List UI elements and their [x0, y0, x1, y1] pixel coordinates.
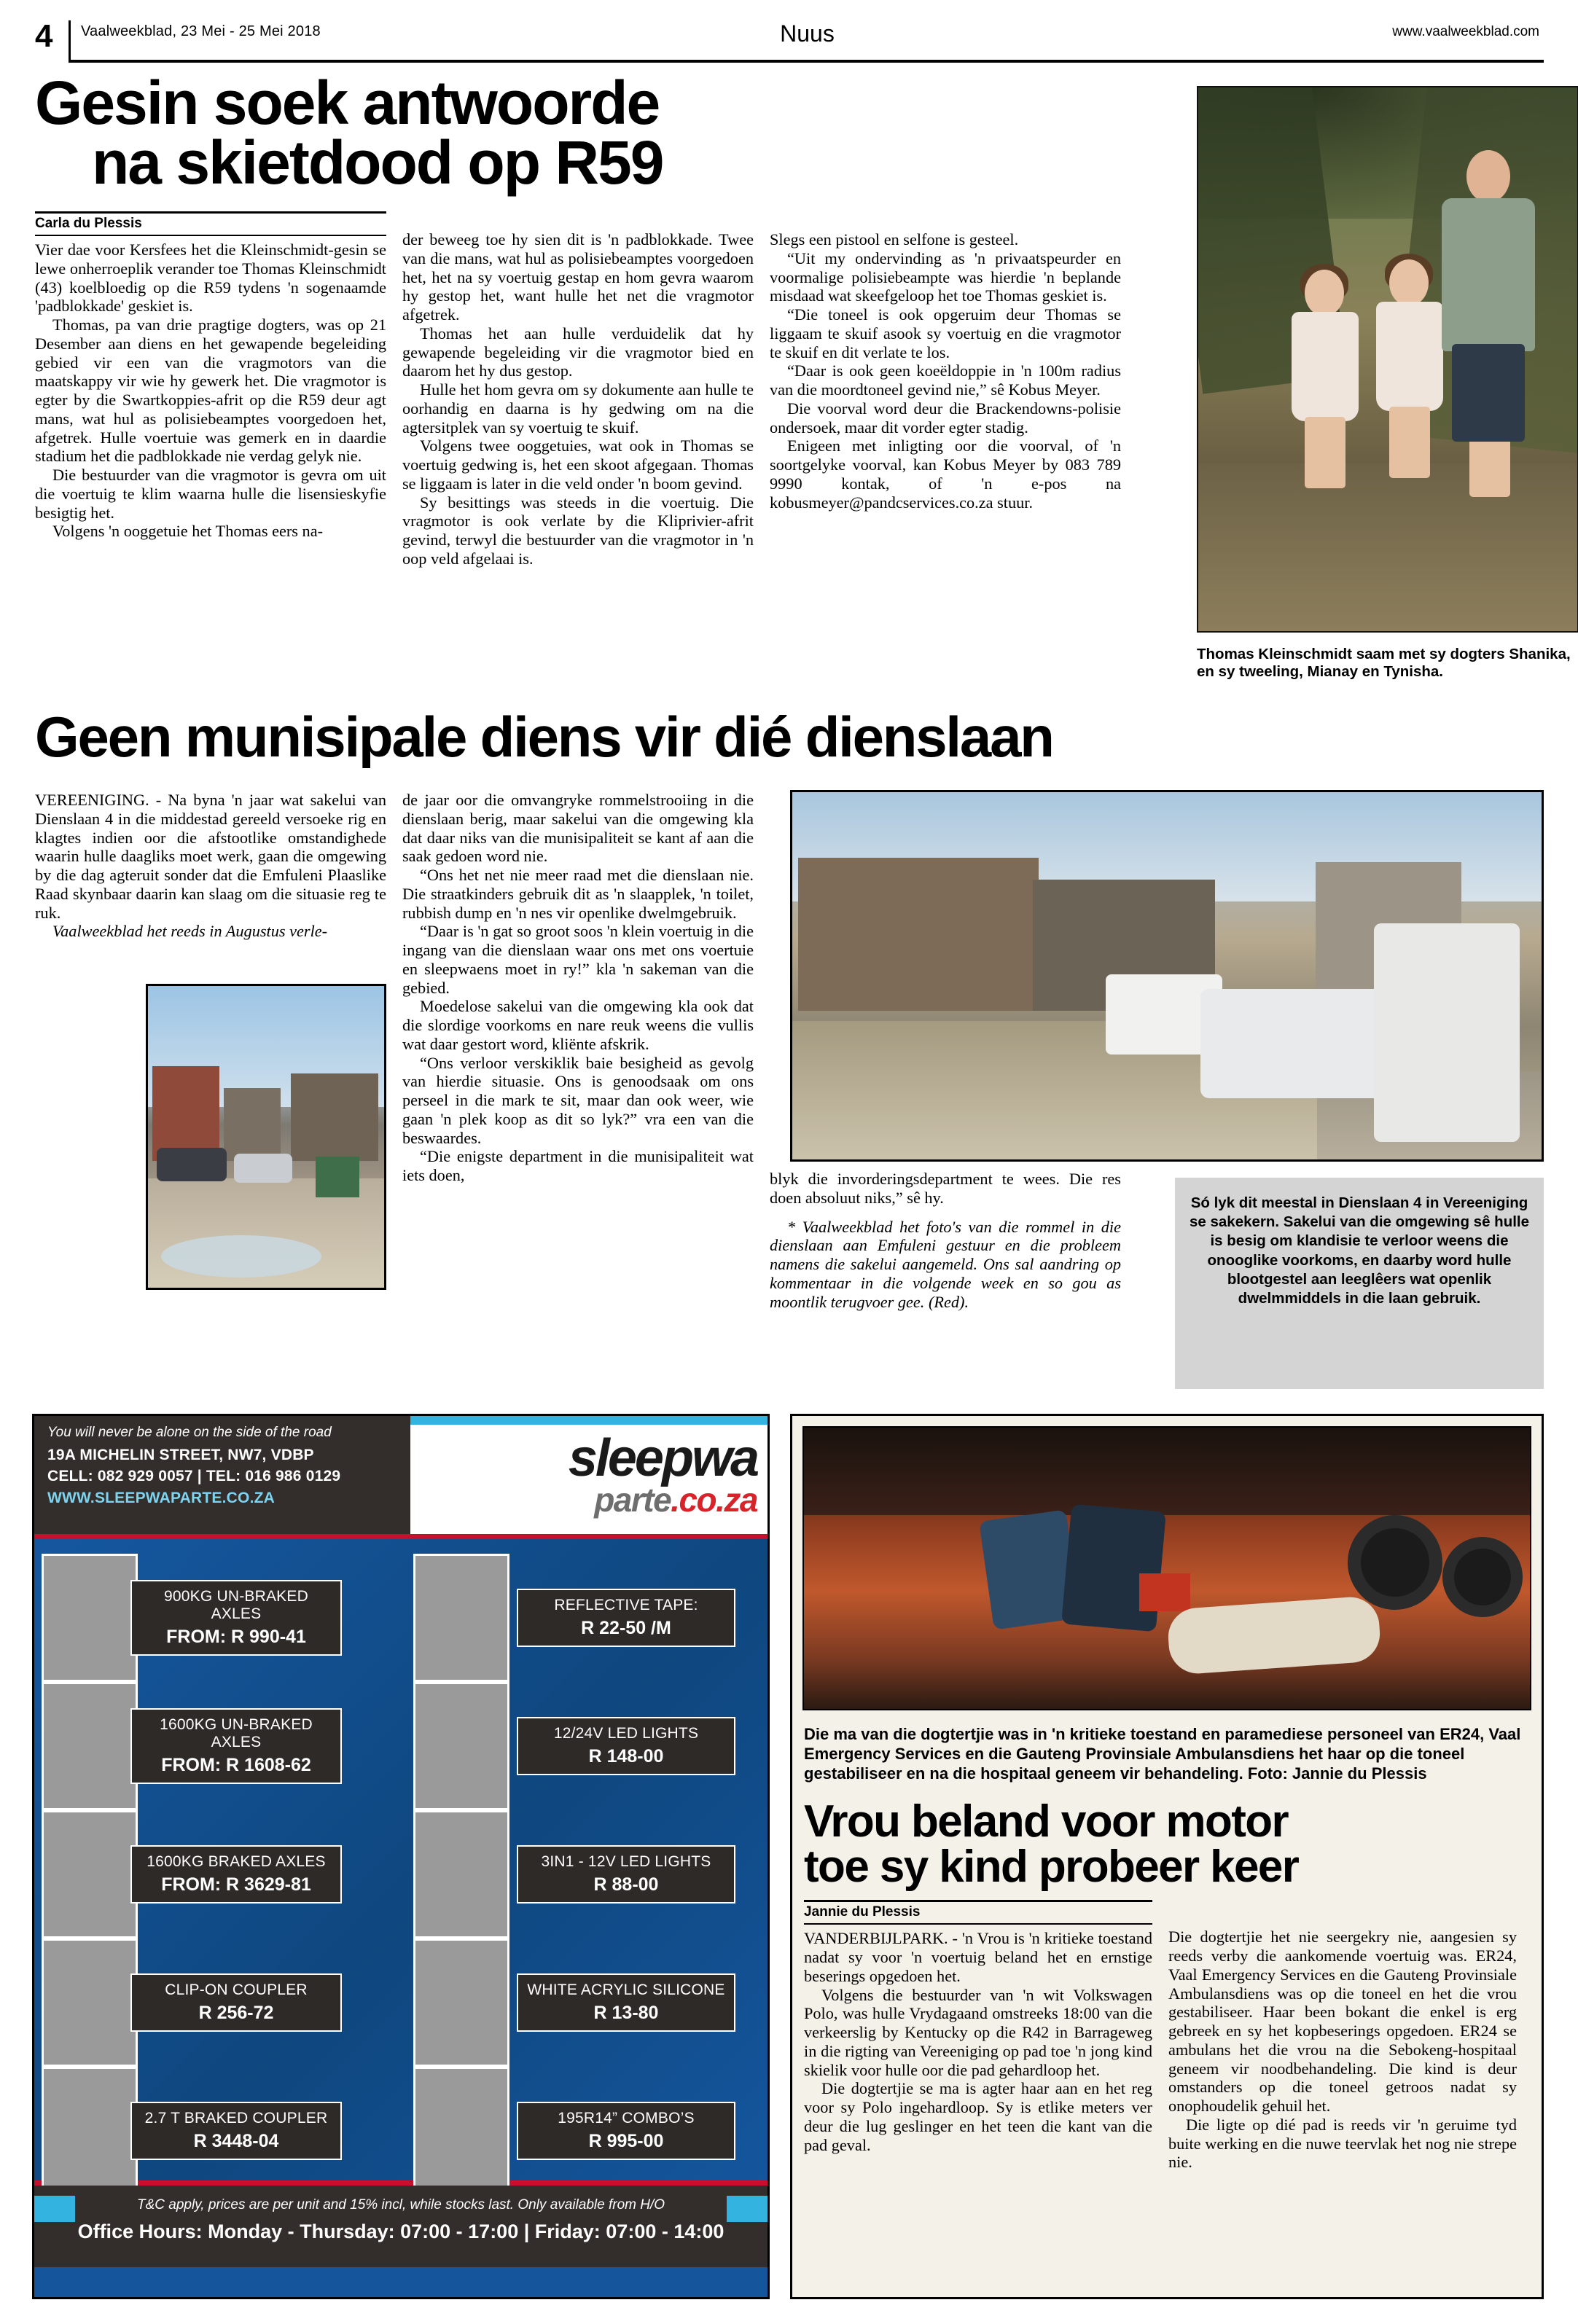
ad-header: [34, 1416, 767, 1534]
photo-medical-bag: [1139, 1573, 1190, 1611]
paragraph: Die ligte op dié pad is reeds vir 'n geruime tyd buite werking en die nuwe teervlak het nog nie strepe nie.: [1168, 2115, 1517, 2172]
paragraph: Die bestuurder van die vragmotor is gevra om uit die voertuig te klim waarna hulle die lisensieskyfie besigtig het.: [35, 466, 386, 522]
article2-headline: Geen munisipale diens vir dié dienslaan: [35, 705, 1053, 769]
reflective-tape-icon: [413, 1554, 509, 1682]
braked-coupler-icon: [42, 2067, 138, 2195]
paragraph: Vier dae voor Kersfees het die Kleinschmidt-gesin se lewe onherroeplik verander toe Thomas Kleinschmidt (43) koelbloedig op die R59 tydens 'n sogenaamde 'padblokkade' geskiet is.: [35, 240, 386, 316]
product-price: R 148-00: [588, 1746, 664, 1767]
product-item[interactable]: [42, 1682, 342, 1810]
photo-shed-left: [798, 858, 1039, 1011]
paragraph: VEREENIGING. - Na byna 'n jaar wat sakelui van Dienslaan 4 in die middestad gereeld versoeke rig en klagtes indien oor die afstootlike omstandighede waarin hulle daagliks moet werk, gaan die omgewing by die dag agteruit sonder dat die Emfuleni Plaaslike Raad skynbaar daarin kan slaag om die situasie reg te ruk.: [35, 791, 386, 922]
product-name: 3IN1 - 12V LED LIGHTS: [541, 1853, 711, 1870]
ad-terms: T&C apply, prices are per unit and 15% incl, while stocks last. Only available from H/O: [136, 2197, 665, 2213]
photo-vehicle-wheel-2: [1442, 1537, 1523, 1617]
photo-paramedic-2: [1061, 1504, 1166, 1632]
paragraph: blyk die invorderingsdepartment te wees. Die res doen absoluut niks,” sê hy.: [770, 1170, 1121, 1207]
article1-photo-family: [1197, 86, 1578, 633]
paragraph: Volgens twee ooggetuies, wat ook in Thomas se voertuig gedwing is, het een skoot afgegaan. Thomas se liggaam is later in die veld onder 'n boom gevind.: [402, 437, 754, 493]
product-item[interactable]: [413, 1810, 735, 1938]
product-price: R 88-00: [593, 1874, 659, 1895]
ad-tagline: You will never be alone on the side of the road: [47, 1425, 332, 1440]
paragraph: “Die toneel is ook opgeruim deur Thomas se liggaam te skuif asook sy voertuig en die vragmotor te skuif en dit verlate te los.: [770, 305, 1121, 361]
paragraph: Thomas, pa van drie pragtige dogters, was op 21 Desember aan diens en het gewapende begeleiding gebied vir een van die vragmotors van die maatskappy vir wie hy gewerk het. Die vragmotor is egter by die Swartkoppies-afrit op die R59 deur agt mans, wat hul as polisiebeamptes voorgedoen het, afgetrek. Hulle voertuie was gemerk en in daardie stadium het die padblokkade nie verdag gelyk nie.: [35, 316, 386, 466]
rect-led-icon: [413, 1810, 509, 1938]
product-price: R 22-50 /M: [581, 1618, 671, 1638]
paragraph: Die dogtertjie se ma is agter haar aan en het reg voor sy Polo ingehardloop. Sy is etlike meters ver deur die lug geslinger en het teen die kant van die pad geval.: [804, 2079, 1152, 2154]
photo-vehicle-wheel-1: [1348, 1515, 1442, 1610]
paragraph: Sy besittings was steeds in die voertuig. Die vragmotor is ook verlate by die Kliprivier-afrit gevind, terwyl die bestuurder van die vragmotor in 'n oop veld afgelaai is.: [402, 493, 754, 568]
article3-headline: [804, 1796, 1530, 1893]
article-shooting-r59: [35, 69, 1571, 681]
paragraph: Slegs een pistool en selfone is gesteel.: [770, 230, 1019, 249]
product-name: 900KG UN-BRAKED AXLES: [164, 1588, 308, 1622]
product-item[interactable]: [42, 2067, 342, 2195]
axle-icon: [42, 1682, 138, 1810]
ad-website[interactable]: WWW.SLEEPWAPARTE.CO.ZA: [47, 1490, 275, 1506]
paragraph: der beweeg toe hy sien dit is 'n padblokkade. Twee van die mans, wat hul as polisiebeamptes voorgedoen het, het na sy voertuig gestap en hom gevra waarom hy gestop het, want hulle het net die vragmotor afgetrek.: [402, 230, 754, 324]
photo-child-1: [1286, 270, 1366, 488]
braked-axle-icon: [42, 1810, 138, 1938]
paragraph: Hulle het hom gevra om sy dokumente aan hulle te oorhandig en daarna is hy gedwing om na die agtersitplek van sy voertuig te skuif.: [402, 380, 754, 437]
paragraph: “Daar is 'n gat so groot soos 'n klein voertuig in die ingang van die dienslaan waar ons met ons voertuie en sleepwaens moet in ry!” kla 'n sakeman van die gebied.: [402, 922, 754, 997]
photo-car-light: [234, 1154, 292, 1183]
product-item[interactable]: [413, 1938, 735, 2067]
silicone-tube-icon: [413, 1938, 509, 2067]
masthead-divider: [71, 60, 1544, 63]
product-item[interactable]: [413, 2067, 735, 2195]
paragraph: “Daar is ook geen koeëldoppie in 'n 100m radius van die moordtoneel gevind nie,” sê Kobus Meyer.: [770, 361, 1121, 399]
article-vrou-beland-voor-motor: [790, 1414, 1544, 2299]
article3-byline: Jannie du Plessis: [804, 1904, 921, 1920]
article1-headline: [35, 69, 1106, 197]
ad-phone-numbers[interactable]: CELL: 082 929 0057 | TEL: 016 986 0129: [47, 1468, 341, 1484]
article3-photo-caption: Die ma van die dogtertjie was in 'n kritieke toestand en paramediese personeel van ER24, Vaal Emergency Services en die Gauteng Provinsiale Ambulansdiens het haar op die toneel gestabiliseer en na die hospitaal geneem vir behandeling. Foto: Jannie du Plessis: [804, 1725, 1521, 1783]
article2-grey-caption: Só lyk dit meestal in Dienslaan 4 in Vereeniging se sakekern. Sakelui van die omgewing sê hulle is besig om klandisie te verloor weens die onooglike voorkoms, en daarby word hulle blootgestel aan leeglêers wat openlik dwelmmiddels in die laan gebruik.: [1175, 1178, 1544, 1389]
article3-byline-rule: [804, 1900, 1152, 1925]
photo-green-bin: [316, 1157, 359, 1197]
ad-red-divider: [34, 1534, 767, 1539]
photo-car-dark: [157, 1148, 227, 1181]
ad-logo-coza: .co.za: [671, 1481, 757, 1519]
paragraph: Volgens 'n ooggetuie het Thomas eers na-: [52, 522, 324, 541]
axle-icon: [42, 1554, 138, 1682]
article1-headline-line1: Gesin soek antwoorde: [35, 69, 660, 137]
ad-contact-block: [34, 1416, 410, 1534]
section-title: Nuus: [780, 20, 835, 47]
photo-building-red: [152, 1066, 219, 1161]
paragraph: “Ons het net nie meer raad met die dienslaan nie. Die straatkinders gebruik dit as 'n slaapplek, 'n toilet, rubbish dump en 'n nes vir openlike dwelmgebruik.: [402, 866, 754, 922]
product-item[interactable]: [42, 1810, 342, 1938]
product-name: 195R14” COMBO’S: [558, 2110, 695, 2127]
photo-patient: [1166, 1595, 1382, 1675]
article1-photo-caption: Thomas Kleinschmidt saam met sy dogters Shanika, en sy tweeling, Mianay en Tynisha.: [1197, 646, 1571, 681]
ad-cyan-square-left: [34, 2196, 75, 2222]
tyre-icon: [413, 2067, 509, 2195]
product-name: CLIP-ON COUPLER: [165, 1981, 308, 1998]
article3-columns: [804, 1900, 1530, 2172]
ad-cyan-square-right: [727, 2196, 767, 2222]
product-item[interactable]: [413, 1554, 735, 1682]
article1-column-2: [402, 211, 754, 568]
product-price: FROM: R 3629-81: [161, 1874, 311, 1895]
photo-building-grey: [224, 1088, 281, 1161]
photo-night-background: [804, 1428, 1530, 1515]
ad-cyan-strip: [410, 1416, 767, 1425]
paragraph: VANDERBIJLPARK. - 'n Vrou is 'n kritieke toestand nadat sy voor 'n voertuig beland het en ernstige beserings opgedoen het.: [804, 1929, 1152, 1985]
paragraph: “Uit my ondervinding as 'n privaatspeurder en voormalige polisiebeampte was hierdie 'n beplande misdaad wat skeefgeloop het toe Thomas geskiet is.: [770, 249, 1121, 305]
photo-puddle: [161, 1235, 321, 1278]
product-price: R 995-00: [588, 2131, 664, 2151]
paragraph: Volgens die bestuurder van 'n wit Volkswagen Polo, was hulle Vrydagaand omstreeks 18:00 van die verkeerslig by Kentucky op die R42 in Barrageweg in die rigting van Vereeniging op pad toe 'n jong kind skielik voor hulle oor die pad gehardloop het.: [804, 1985, 1152, 2079]
article1-byline: Carla du Plessis: [35, 216, 142, 231]
article3-headline-line1: Vrou beland voor motor: [804, 1796, 1289, 1847]
article1-columns: [35, 211, 1121, 568]
product-name: WHITE ACRYLIC SILICONE: [527, 1981, 725, 1998]
article2-column-2: [402, 791, 754, 1311]
article1-headline-line2: na skietdood op R59: [92, 128, 663, 197]
product-item[interactable]: [42, 1554, 342, 1682]
article3-headline-line2: toe sy kind probeer keer: [804, 1842, 1299, 1893]
paragraph: Die dogtertjie het nie seergekry nie, aangesien sy reeds verby die aankomende voertuig was. ER24, Vaal Emergency Services en die Gauteng Provinsiale Ambulansdiens was op die toneel en het die vrou gestabiliseer. Haar been bokant die enkel is erg gebreek en sy het kopbeserings opgedoen. ER24 se ambulans het die vrou na die Sebokeng-hospitaal geneem vir noodbehandeling. Die kind is deur omstanders op die toneel getroos nadat sy onophoudelik gehuil het.: [1168, 1928, 1517, 2116]
ad-logo-sleepwa: sleepwa: [568, 1429, 757, 1487]
photo-father: [1433, 150, 1542, 442]
masthead-bar: [69, 20, 1544, 63]
editor-note: * Vaalweekblad het foto's van die rommel in die dienslaan aan Emfuleni gestuur en die probleem namens die sakelui aangemeld. Ons sal aandring op kommentaar in die volgende week en so gou as moontlik terugvoer gee. (Red).: [770, 1217, 1121, 1311]
publication-date: Vaalweekblad, 23 Mei - 25 Mei 2018: [81, 23, 321, 39]
photo-white-truck: [1374, 923, 1520, 1142]
paragraph: Die voorval word deur die Brackendowns-polisie ondersoek, maar dit vorder egter stadig.: [770, 399, 1121, 437]
article1-byline-rule: [35, 211, 386, 236]
article1-column-3: [770, 211, 1121, 568]
product-price: R 3448-04: [193, 2131, 279, 2151]
product-name: 2.7 T BRAKED COUPLER: [144, 2110, 328, 2127]
photo-building-back: [291, 1073, 378, 1161]
paragraph: Enigeen met inligting oor die voorval, of 'n soortgelyke voorval, kan Kobus Meyer by 083 789 9990 kontak, of 'n e-pos na kobusmeyer@pandcservices.co.za stuur.: [770, 437, 1121, 512]
article3-photo-accident: [802, 1426, 1531, 1710]
product-price: FROM: R 1608-62: [161, 1755, 311, 1775]
product-item[interactable]: [413, 1682, 735, 1810]
ad-product-grid: [34, 1539, 767, 2180]
product-price: R 256-72: [198, 2003, 274, 2023]
ad-office-hours: Office Hours: Monday - Thursday: 07:00 - 17:00 | Friday: 07:00 - 14:00: [77, 2221, 724, 2242]
product-item[interactable]: [42, 1938, 342, 2067]
paragraph: Vaalweekblad het reeds in Augustus verle-: [52, 922, 328, 941]
website-url[interactable]: www.vaalweekblad.com: [1392, 24, 1539, 39]
masthead: [35, 20, 1544, 66]
product-name: 12/24V LED LIGHTS: [553, 1725, 699, 1742]
page-number: 4: [35, 18, 52, 54]
paragraph: Moedelose sakelui van die omgewing kla ook dat die slordige voorkoms en nare reuk weens die vullis wat daar gestort word, kliënte afskrik.: [402, 997, 754, 1053]
article2-photo-street: [146, 984, 386, 1290]
ad-footer: [34, 2186, 767, 2267]
paragraph: Thomas het aan hulle verduidelik dat hy gewapende begeleiding vir die vragmotor bied en daarom het hy dus gestop.: [402, 324, 754, 380]
article3-column-2: [1168, 1900, 1517, 2172]
product-name: 1600KG BRAKED AXLES: [147, 1853, 326, 1870]
product-name: REFLECTIVE TAPE:: [554, 1597, 698, 1613]
ad-logo-parte-coza: [410, 1483, 767, 1517]
coupler-icon: [42, 1938, 138, 2067]
ad-logo-block: [410, 1416, 767, 1534]
article2-photo-dienslaan: [790, 790, 1544, 1162]
product-name: 1600KG UN-BRAKED AXLES: [160, 1716, 313, 1750]
article1-column-1: [35, 211, 386, 568]
round-led-icon: [413, 1682, 509, 1810]
paragraph: “Die enigste department in die munisipaliteit wat iets doen,: [402, 1147, 754, 1184]
product-price: FROM: R 990-41: [166, 1627, 306, 1647]
product-price: R 13-80: [593, 2003, 659, 2023]
advertisement-sleepwaparte[interactable]: [32, 1414, 770, 2299]
ad-logo-parte: parte: [594, 1481, 671, 1519]
ad-address: 19A MICHELIN STREET, NW7, VDBP: [47, 1447, 314, 1463]
paragraph: de jaar oor die omvangryke rommelstrooiing in die dienslaan berig, maar sakelui van die omgewing kla dat daar niks van die munisipaliteit se kant af aan die saak gedoen word nie.: [402, 791, 754, 866]
paragraph: “Ons verloor verskiklik baie besigheid as gevolg van hierdie situasie. Ons is genoodsaak om ons perseel in die mark te sit, maar dan ook weer, wie gaan 'n plek koop as dit so lyk?” vra een van die beswaardes.: [402, 1053, 754, 1147]
article3-column-1: [804, 1900, 1152, 2172]
